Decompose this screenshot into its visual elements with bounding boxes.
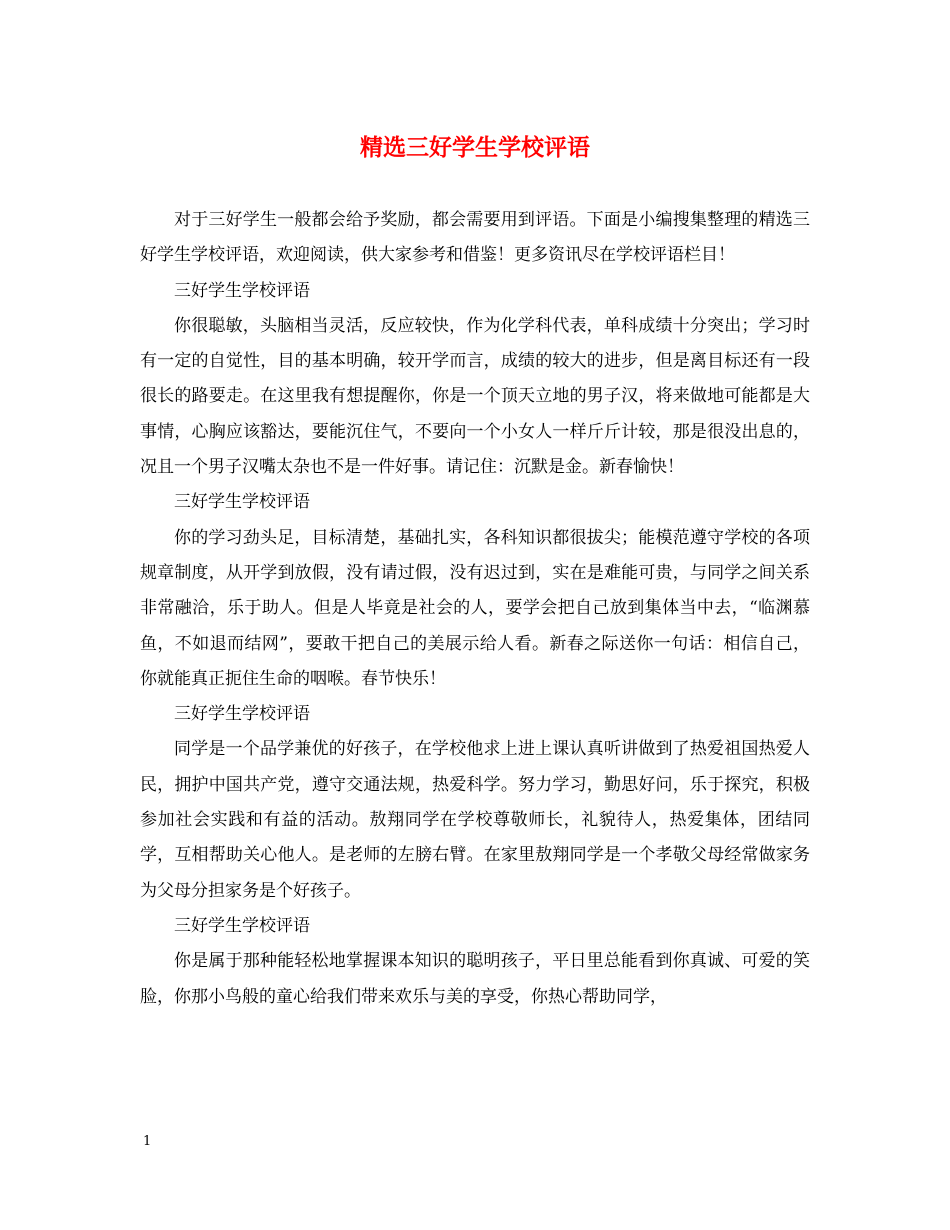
comment-paragraph: 你的学习劲头足，目标清楚，基础扎实，各科知识都很拔尖；能模范遵守学校的各项规章制度，从开学到放假，没有请过假，没有迟过到，实在是难能可贵，与同学之间关系非常融洽，乐于助人。但是人毕竟是社会的人，要学会把自己放到集体当中去，“临渊慕鱼，不如退而结网”，要敢干把自己的美展示给人看。新春之际送你一句话：相信自己，你就能真正扼住生命的咽喉。春节快乐！	[140, 527, 810, 689]
section-heading: 三好学生学校评语	[174, 280, 310, 301]
document-body	[140, 203, 810, 1015]
page-number: 1	[143, 1134, 152, 1149]
comment-paragraph: 你是属于那种能轻松地掌握课本知识的聪明孩子，平日里总能看到你真诚、可爱的笑脸，你那小鸟般的童心给我们带来欢乐与美的享受，你热心帮助同学，	[140, 951, 810, 1007]
section-heading: 三好学生学校评语	[174, 915, 310, 936]
section-heading: 三好学生学校评语	[174, 492, 310, 513]
comment-paragraph: 你很聪敏，头脑相当灵活，反应较快，作为化学科代表，单科成绩十分突出；学习时有一定的自觉性，目的基本明确，较开学而言，成绩的较大的进步，但是离目标还有一段很长的路要走。在这里我有想提醒你，你是一个顶天立地的男子汉，将来做地可能都是大事情，心胸应该豁达，要能沉住气，不要向一个小女人一样斤斤计较，那是很没出息的，况且一个男子汉嘴太杂也不是一件好事。请记住：沉默是金。新春愉快！	[140, 315, 810, 478]
page-title: 精选三好学生学校评语	[360, 134, 590, 161]
intro-paragraph: 对于三好学生一般都会给予奖励，都会需要用到评语。下面是小编搜集整理的精选三好学生学校评语，欢迎阅读，供大家参考和借鉴！更多资讯尽在学校评语栏目！	[140, 210, 810, 266]
section-heading: 三好学生学校评语	[174, 704, 310, 725]
comment-paragraph: 同学是一个品学兼优的好孩子，在学校他求上进上课认真听讲做到了热爱祖国热爱人民，拥护中国共产党，遵守交通法规，热爱科学。努力学习，勤思好问，乐于探究，积极参加社会实践和有益的活动。敖翔同学在学校尊敬师长，礼貌待人，热爱集体，团结同学，互相帮助关心他人。是老师的左膀右臂。在家里敖翔同学是一个孝敬父母经常做家务为父母分担家务是个好孩子。	[140, 739, 810, 901]
